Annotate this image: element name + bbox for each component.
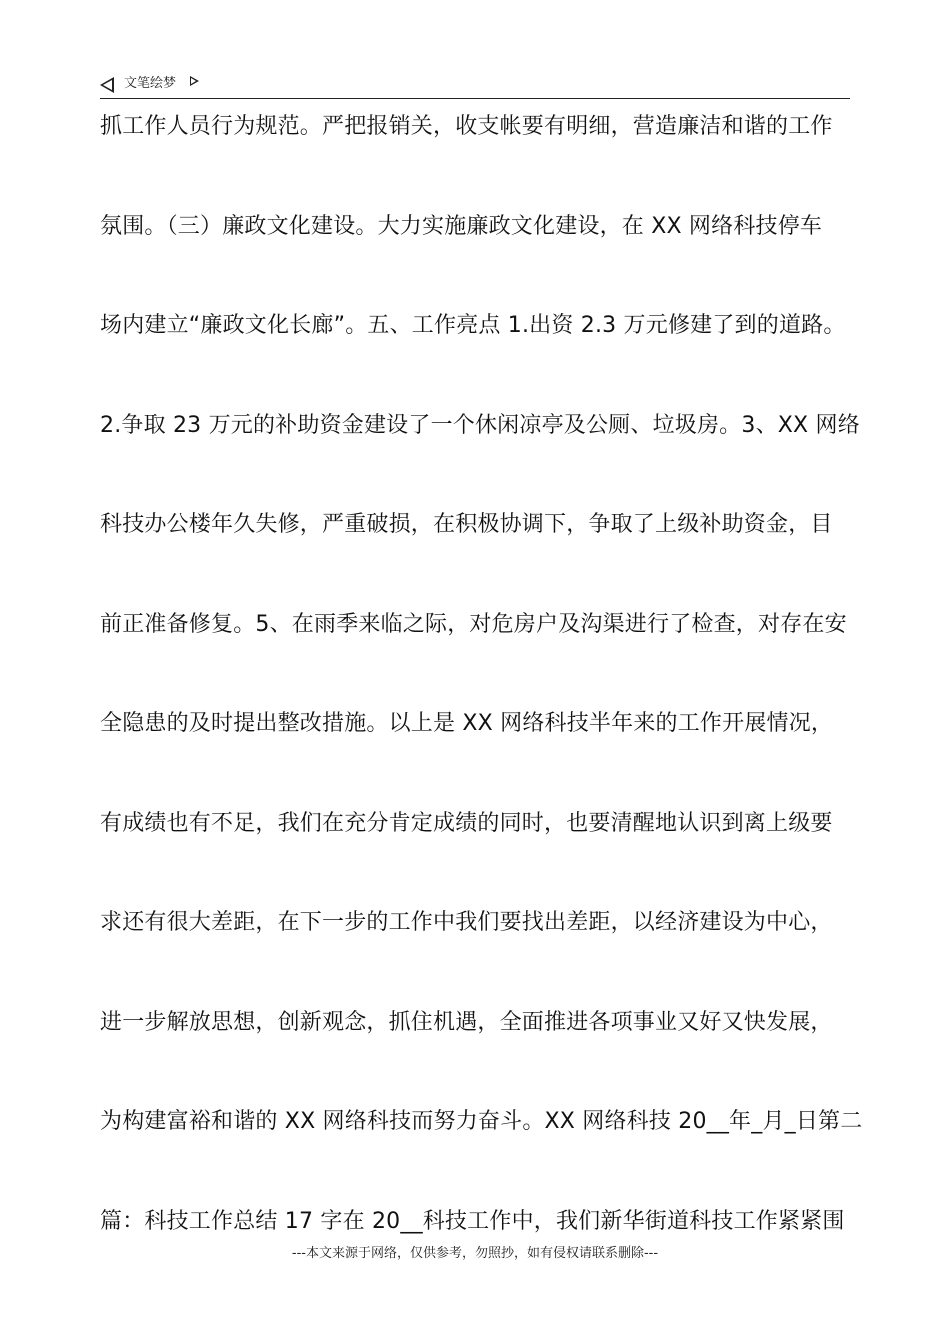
left-triangle-icon xyxy=(100,77,114,93)
text-line: 氛围。（三）廉政文化建设。大力实施廉政文化建设，在 XX 网络科技停车 xyxy=(100,213,823,239)
footer-notice: ---本文来源于网络，仅供参考，勿照抄，如有侵权请联系删除--- xyxy=(291,1246,659,1261)
text-line: 全隐患的及时提出整改措施。以上是 XX 网络科技半年来的工作开展情况， xyxy=(100,711,834,736)
text-line: 进一步解放思想，创新观念，抓住机遇，全面推进各项事业又好又快发展， xyxy=(100,1009,833,1035)
text-line: 科技办公楼年久失修，严重破损，在积极协调下，争取了上级补助资金，目 xyxy=(100,512,833,537)
text-line: 为构建富裕和谐的 XX 网络科技而努力奋斗。XX 网络科技 20__年_月_日第二 xyxy=(100,1109,863,1134)
page-header xyxy=(100,72,850,99)
text-line: 抓工作人员行为规范。严把报销关，收支帐要有明细，营造廉洁和谐的工作 xyxy=(100,114,833,139)
text-line: 篇：科技工作总结 17 字在 20__科技工作中，我们新华街道科技工作紧紧围 xyxy=(100,1208,845,1234)
text-line: 前正准备修复。5、在雨季来临之际，对危房户及沟渠进行了检查，对存在安 xyxy=(100,611,847,637)
document-body xyxy=(100,110,863,1304)
text-line: 2.争取 23 万元的补助资金建设了一个休闲凉亭及公厕、垃圾房。3、XX 网络 xyxy=(100,412,860,438)
right-triangle-icon xyxy=(190,76,199,86)
text-line: 场内建立“廉政文化长廊”。五、工作亮点 1.出资 2.3 万元修建了到的道路。 xyxy=(100,313,846,338)
text-line: 有成绩也有不足，我们在充分肯定成绩的同时，也要清醒地认识到离上级要 xyxy=(100,810,833,836)
text-line: 求还有很大差距，在下一步的工作中我们要找出差距，以经济建设为中心， xyxy=(100,910,833,935)
header-title: 文笔绘梦 xyxy=(124,76,177,91)
